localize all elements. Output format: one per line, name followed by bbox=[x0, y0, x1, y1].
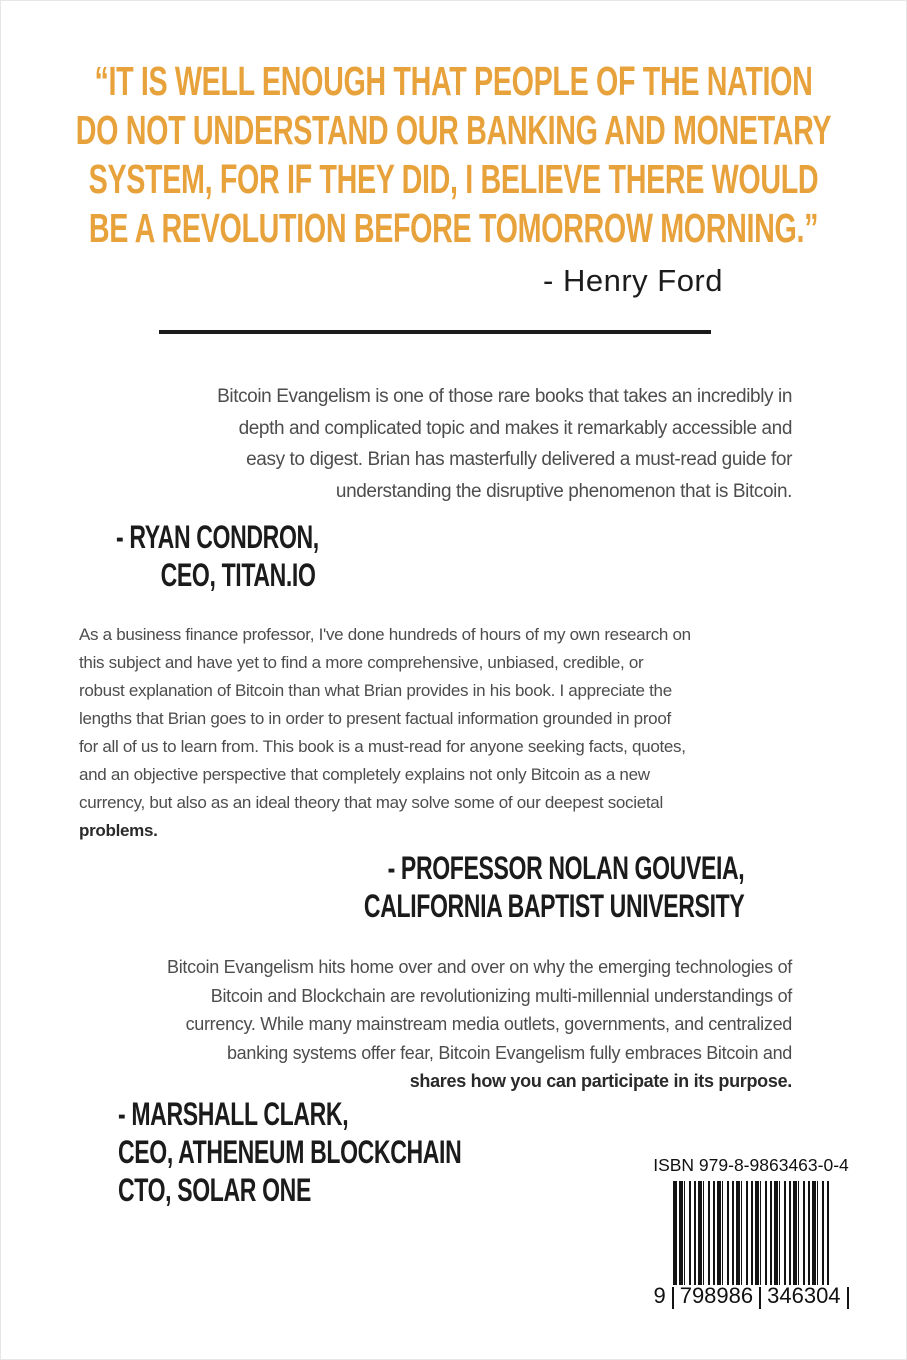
testimonial-3-attribution-line: CEO, ATHENEUM BLOCKCHAIN bbox=[118, 1134, 462, 1170]
testimonial-2-attribution-line: CALIFORNIA BAPTIST UNIVERSITY bbox=[363, 888, 744, 924]
testimonial-2-attribution bbox=[364, 849, 744, 925]
barcode-guard bbox=[847, 1287, 849, 1309]
testimonial-2-line: As a business finance professor, I've done hundreds of hours of my own research on bbox=[79, 625, 691, 644]
testimonial-2-line: this subject and have yet to find a more comprehensive, unbiased, credible, or bbox=[79, 653, 644, 672]
testimonial-3-attribution-line: CTO, SOLAR ONE bbox=[118, 1172, 311, 1208]
testimonial-1-line: depth and complicated topic and makes it remarkably accessible and bbox=[238, 417, 792, 439]
testimonial-3-line: banking systems offer fear, Bitcoin Evangelism fully embraces Bitcoin and bbox=[226, 1042, 792, 1063]
barcode-digits bbox=[653, 1283, 849, 1309]
testimonial-3-line: currency. While many mainstream media outlets, governments, and centralized bbox=[185, 1014, 792, 1034]
testimonial-1-line: easy to digest. Brian has masterfully delivered a must-read guide for bbox=[246, 449, 792, 470]
header-quote bbox=[32, 57, 876, 253]
testimonial-2-line: lengths that Brian goes to in order to present factual information grounded in proof bbox=[79, 709, 671, 728]
barcode-digit-group-2: 346304 bbox=[767, 1283, 841, 1308]
header-quote-line: BE A REVOLUTION BEFORE TOMORROW MORNING.” bbox=[88, 205, 819, 251]
barcode-guard bbox=[759, 1287, 761, 1309]
barcode-bars-graphic bbox=[673, 1181, 829, 1285]
testimonial-1-line: Bitcoin Evangelism is one of those rare books that takes an incredibly in bbox=[217, 386, 792, 407]
header-quote-line: SYSTEM, FOR IF THEY DID, I BELIEVE THERE WOULD bbox=[88, 156, 819, 202]
testimonial-2-line: currency, but also as an ideal theory that may solve some of our deepest societal bbox=[79, 793, 663, 812]
header-quote-line: DO NOT UNDERSTAND OUR BANKING AND MONETARY bbox=[75, 107, 832, 153]
testimonial-2-line: problems. bbox=[79, 821, 158, 840]
barcode-digit-left: 9 bbox=[653, 1283, 666, 1308]
testimonial-1-attribution bbox=[116, 518, 319, 594]
testimonial-3 bbox=[96, 953, 792, 1096]
testimonial-2-line: robust explanation of Bitcoin than what Brian provides in his book. I appreciate the bbox=[79, 681, 672, 700]
isbn-label: ISBN 979-8-9863463-0-4 bbox=[653, 1155, 849, 1175]
testimonial-1 bbox=[96, 381, 792, 507]
barcode-box bbox=[653, 1153, 849, 1309]
testimonial-3-attribution-line: - MARSHALL CLARK, bbox=[118, 1096, 349, 1132]
testimonial-2-line: and an objective perspective that completely explains not only Bitcoin as a new bbox=[79, 765, 650, 784]
header-quote-line: “IT IS WELL ENOUGH THAT PEOPLE OF THE NATION bbox=[94, 58, 813, 104]
testimonial-2-attribution-line: - PROFESSOR NOLAN GOUVEIA, bbox=[387, 850, 744, 886]
testimonial-3-line: Bitcoin and Blockchain are revolutionizing multi-millennial understandings of bbox=[210, 985, 792, 1006]
divider-line bbox=[159, 330, 711, 334]
testimonial-2-line: for all of us to learn from. This book is a must-read for anyone seeking facts, quotes, bbox=[79, 737, 686, 756]
testimonial-1-line: understanding the disruptive phenomenon that is Bitcoin. bbox=[335, 480, 792, 502]
testimonial-3-line: shares how you can participate in its purpose. bbox=[409, 1071, 792, 1091]
testimonial-2 bbox=[79, 621, 799, 845]
testimonial-3-attribution bbox=[118, 1095, 461, 1209]
barcode-guard bbox=[672, 1287, 674, 1309]
barcode-digit-group-1: 798986 bbox=[679, 1283, 754, 1308]
quote-attribution: - Henry Ford bbox=[543, 263, 723, 298]
testimonial-1-attribution-line: - RYAN CONDRON, bbox=[116, 519, 319, 555]
testimonial-1-attribution-line: CEO, TITAN.IO bbox=[160, 557, 316, 593]
testimonial-3-line: Bitcoin Evangelism hits home over and over on why the emerging technologies of bbox=[167, 957, 792, 977]
